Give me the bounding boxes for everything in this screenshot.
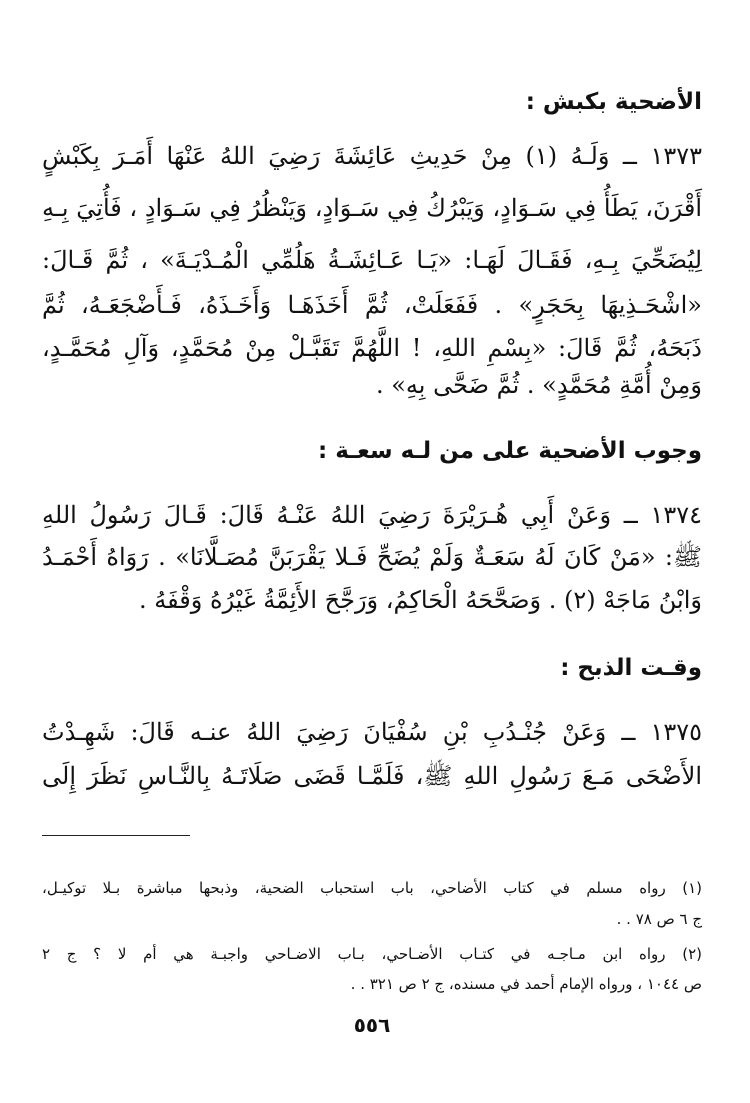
hadith-1375-line-2: الأَضْحَى مَـعَ رَسُولِ اللهِ ﷺ، فَلَمَّـا قَضَى صَلَاتَـهُ بِالنَّـاسِ نَظَرَ إِلَى <box>42 762 702 790</box>
footnote-1-line-2: ج ٦ ص ٧٨ . . <box>616 910 702 928</box>
hadith-1374-line-1: ١٣٧٤ ــ وَعَنْ أَبِي هُـرَيْرَةَ رَضِيَ اللهُ عَنْـهُ قَالَ: قَـالَ رَسُولُ اللهِ <box>42 501 702 529</box>
footnote-divider <box>42 835 190 836</box>
page-number: ٥٥٦ <box>353 1013 391 1037</box>
hadith-1373-line-2: أَقْرَنَ، يَطَأُ فِي سَـوَادٍ، وَيَبْرُكُ فِي سَـوَادٍ، وَيَنْظُرُ فِي سَـوَادٍ ، فَأُتِيَ بِـهِ <box>42 194 702 222</box>
hadith-1373-line-4: «اشْحَـذِيهَا بِحَجَرٍ» . فَفَعَلَتْ، ثُمَّ أَخَذَهَـا وَأَخَـذَهُ، فَـأَضْجَعَـهُ، ثُمَّ <box>42 291 702 319</box>
hadith-1374-line-3: وَابْنُ مَاجَهْ (٢) . وَصَحَّحَهُ الْحَاكِمُ، وَرَجَّحَ الأَئِمَّةُ غَيْرُهُ وَقْفَهُ . <box>139 586 702 614</box>
hadith-1375-line-1: ١٣٧٥ ــ وَعَنْ جُنْـدُبِ بْنِ سُفْيَانَ رَضِيَ اللهُ عنـه قَالَ: شَهِـدْتُ <box>42 718 702 746</box>
section-heading-obligation-of-sacrifice: وجوب الأضحية على من لـه سعـة : <box>318 438 702 464</box>
footnote-2-line-1: (٢) رواه ابن مـاجـه في كتـاب الأضـاحي، بـاب الاضـاحي واجبـة هي أم لا ؟ ج ٢ <box>42 945 702 963</box>
hadith-1373-line-3: لِيُضَحِّيَ بِـهِ، فَقَـالَ لَهَـا: «يَـا عَـائِشَـةُ هَلُمِّي الْمُـدْيَـةَ» ، ثُمَّ قَـالَ: <box>42 246 702 274</box>
footnote-2-line-2: ص ١٠٤٤ ، ورواه الإمام أحمد في مسنده، ج ٢ ص ٣٢١ . . <box>350 975 702 993</box>
section-heading-time-of-slaughter: وقـت الذبح : <box>560 655 702 681</box>
hadith-1373-line-5: ذَبَحَهُ، ثُمَّ قَالَ: «بِسْمِ اللهِ، ! اللَّهُمَّ تَقَبَّـلْ مِنْ مُحَمَّدٍ، وَآلِ مُحَمَّـدٍ، <box>42 334 702 362</box>
hadith-1374-line-2: ﷺ: «مَنْ كَانَ لَهُ سَعَـةٌ وَلَمْ يُضَحِّ فَـلا يَقْرَبَنَّ مُصَـلَّانَا» . رَوَاهُ أَحْمَـدُ <box>42 543 702 571</box>
footnote-1-line-1: (١) رواه مسلم في كتاب الأضاحي، باب استحباب الضحية، وذبحها مباشرة بـلا توكيـل، <box>42 879 702 897</box>
hadith-1373-line-6: وَمِنْ أُمَّةِ مُحَمَّدٍ» . ثُمَّ ضَحَّى بِهِ» . <box>375 371 702 399</box>
hadith-1373-line-1: ١٣٧٣ ــ وَلَـهُ (١) مِنْ حَدِيثِ عَائِشَةَ رَضِيَ اللهُ عَنْهَا أَمَـرَ بِكَبْشٍ <box>42 142 702 170</box>
section-heading-sacrifice-with-ram: الأضحية بكبش : <box>525 89 702 115</box>
book-page <box>42 0 702 1103</box>
